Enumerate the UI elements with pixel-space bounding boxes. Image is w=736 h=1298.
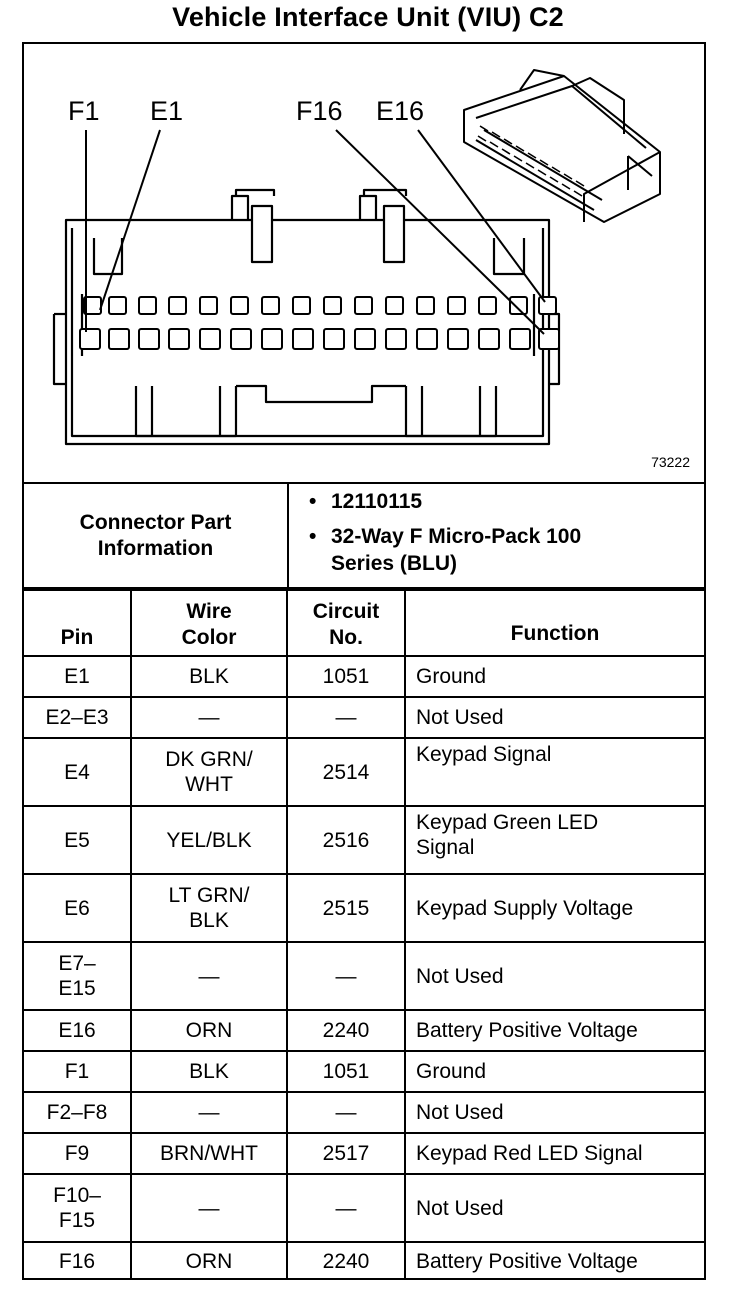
- pin-cell: F2–F8: [24, 1092, 131, 1133]
- wire-color-cell: —: [131, 1174, 287, 1242]
- pin-cell: E6: [24, 874, 131, 942]
- circuit-cell: —: [287, 942, 405, 1010]
- table-row: [24, 1133, 704, 1174]
- connector-part-info: [24, 484, 704, 589]
- bullet-icon: •: [309, 490, 317, 513]
- connector-face-drawing: [24, 44, 704, 482]
- pin-cell: F16: [24, 1242, 131, 1280]
- function-cell: Battery Positive Voltage: [405, 1242, 704, 1280]
- header-function: Function: [405, 590, 704, 656]
- pinout-table: [24, 589, 704, 1280]
- bullet-icon: •: [309, 525, 317, 548]
- header-wire-color: Wire Color: [131, 590, 287, 656]
- table-row: [24, 874, 704, 942]
- function-cell: Not Used: [405, 942, 704, 1010]
- connector-description: • 32-Way F Micro-Pack 100 Series (BLU): [309, 525, 582, 575]
- pin-cell: F9: [24, 1133, 131, 1174]
- callout-e1: E1: [150, 96, 184, 126]
- header-pin: Pin: [24, 590, 131, 656]
- table-row: [24, 1242, 704, 1280]
- wire-color-cell: —: [131, 942, 287, 1010]
- connector-part-info-values: [289, 484, 704, 587]
- circuit-cell: 2515: [287, 874, 405, 942]
- pin-cell: E4: [24, 738, 131, 806]
- function-cell: Not Used: [405, 697, 704, 738]
- circuit-cell: —: [287, 697, 405, 738]
- wire-color-cell: ORN: [131, 1242, 287, 1280]
- function-cell: Ground: [405, 656, 704, 697]
- pin-cell: F1: [24, 1051, 131, 1092]
- table-row: [24, 656, 704, 697]
- connector-sheet: [22, 42, 706, 1280]
- pin-cell: E7– E15: [24, 942, 131, 1010]
- function-cell: Keypad Green LED Signal: [405, 806, 704, 874]
- part-number: • 12110115: [309, 490, 423, 513]
- function-cell: Keypad Red LED Signal: [405, 1133, 704, 1174]
- circuit-cell: —: [287, 1092, 405, 1133]
- wire-color-cell: BRN/WHT: [131, 1133, 287, 1174]
- wire-color-cell: YEL/BLK: [131, 806, 287, 874]
- function-cell: Not Used: [405, 1092, 704, 1133]
- circuit-cell: 2240: [287, 1242, 405, 1280]
- connector-part-info-label: Connector Part Information: [24, 484, 289, 587]
- connector-diagram: [24, 44, 704, 484]
- function-cell: Keypad Signal: [405, 738, 704, 806]
- table-row: [24, 806, 704, 874]
- table-row: [24, 738, 704, 806]
- circuit-cell: 2517: [287, 1133, 405, 1174]
- function-cell: Ground: [405, 1051, 704, 1092]
- figure-id: 73222: [651, 454, 690, 470]
- table-row: [24, 1051, 704, 1092]
- pin-cell: E2–E3: [24, 697, 131, 738]
- wire-color-cell: —: [131, 697, 287, 738]
- function-cell: Not Used: [405, 1174, 704, 1242]
- table-header-row: [24, 590, 704, 656]
- circuit-cell: 2514: [287, 738, 405, 806]
- callout-f16: F16: [296, 96, 343, 126]
- page-title: Vehicle Interface Unit (VIU) C2: [172, 2, 564, 32]
- wire-color-cell: —: [131, 1092, 287, 1133]
- wire-color-cell: DK GRN/ WHT: [131, 738, 287, 806]
- callout-e16: E16: [376, 96, 425, 126]
- table-row: [24, 1092, 704, 1133]
- function-cell: Keypad Supply Voltage: [405, 874, 704, 942]
- table-row: [24, 1010, 704, 1051]
- table-row: [24, 942, 704, 1010]
- pin-cell: E1: [24, 656, 131, 697]
- circuit-cell: 2516: [287, 806, 405, 874]
- wire-color-cell: BLK: [131, 1051, 287, 1092]
- wire-color-cell: BLK: [131, 656, 287, 697]
- table-row: [24, 697, 704, 738]
- circuit-cell: —: [287, 1174, 405, 1242]
- pin-cell: E16: [24, 1010, 131, 1051]
- function-cell: Battery Positive Voltage: [405, 1010, 704, 1051]
- pin-cell: E5: [24, 806, 131, 874]
- table-row: [24, 1174, 704, 1242]
- pin-cell: F10– F15: [24, 1174, 131, 1242]
- wire-color-cell: ORN: [131, 1010, 287, 1051]
- circuit-cell: 1051: [287, 1051, 405, 1092]
- header-circuit: Circuit No.: [287, 590, 405, 656]
- wire-color-cell: LT GRN/ BLK: [131, 874, 287, 942]
- circuit-cell: 2240: [287, 1010, 405, 1051]
- callout-f1: F1: [68, 96, 100, 126]
- circuit-cell: 1051: [287, 656, 405, 697]
